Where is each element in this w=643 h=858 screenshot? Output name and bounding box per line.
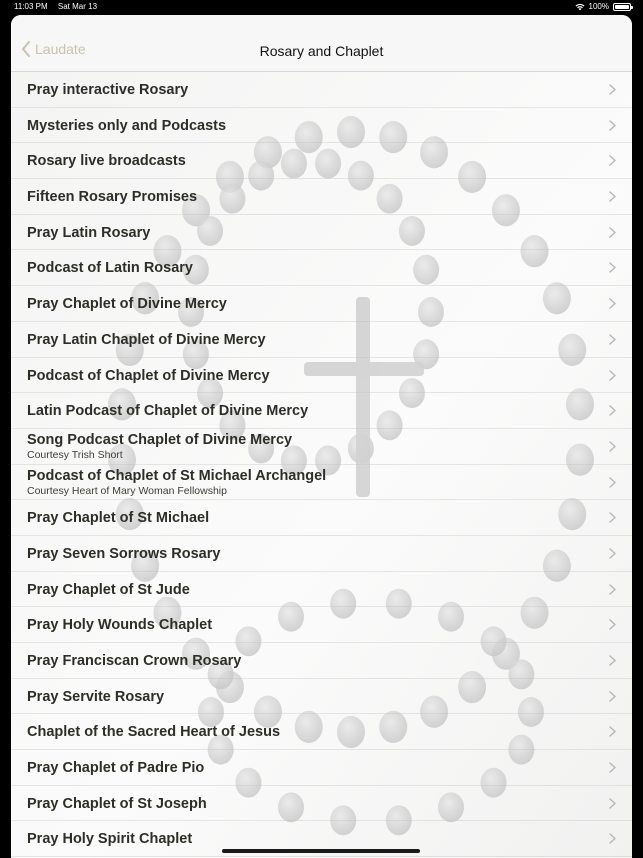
battery-icon bbox=[613, 3, 631, 11]
list-item-title: Pray Latin Chaplet of Divine Mercy bbox=[27, 331, 266, 348]
status-bar bbox=[0, 0, 643, 14]
list-item[interactable] bbox=[11, 714, 632, 750]
list-item-title: Pray Chaplet of St Jude bbox=[27, 581, 190, 598]
chevron-right-icon bbox=[609, 477, 616, 488]
chevron-right-icon bbox=[609, 441, 616, 452]
list-item-title: Latin Podcast of Chaplet of Divine Mercy bbox=[27, 403, 309, 420]
battery-level bbox=[615, 5, 629, 9]
wifi-icon bbox=[575, 3, 585, 11]
list-item-title: Pray Chaplet of St Michael bbox=[27, 510, 210, 527]
list-item-title: Pray Franciscan Crown Rosary bbox=[27, 653, 242, 669]
chevron-right-icon bbox=[609, 227, 616, 238]
chevron-right-icon bbox=[609, 334, 616, 345]
chevron-right-icon bbox=[609, 155, 616, 166]
battery-percent: 100% bbox=[588, 2, 609, 11]
chevron-right-icon bbox=[609, 798, 616, 809]
chevron-right-icon bbox=[609, 512, 616, 523]
menu-list bbox=[11, 72, 632, 857]
list-item[interactable] bbox=[11, 607, 632, 643]
chevron-right-icon bbox=[609, 191, 616, 202]
chevron-right-icon bbox=[609, 84, 616, 95]
status-right bbox=[575, 2, 631, 11]
chevron-right-icon bbox=[609, 298, 616, 309]
list-item[interactable] bbox=[11, 465, 632, 501]
list-item-title: Pray Servite Rosary bbox=[27, 688, 165, 705]
status-left bbox=[14, 2, 105, 11]
list-item-title: Pray Holy Spirit Chaplet bbox=[27, 831, 193, 848]
list-item[interactable] bbox=[11, 143, 632, 179]
list-item-subtitle: Courtesy Trish Short bbox=[27, 448, 123, 461]
list-item[interactable] bbox=[11, 500, 632, 536]
list-item-title: Pray Holy Wounds Chaplet bbox=[27, 617, 213, 634]
list-item-title: Podcast of Chaplet of Divine Mercy bbox=[27, 367, 270, 384]
chevron-right-icon bbox=[609, 548, 616, 559]
list-item-subtitle: Courtesy Heart of Mary Woman Fellowship bbox=[27, 484, 227, 497]
list-item[interactable] bbox=[11, 179, 632, 215]
back-label: Laudate bbox=[35, 41, 86, 57]
chevron-right-icon bbox=[609, 262, 616, 273]
navigation-bar bbox=[11, 15, 632, 72]
list-item[interactable] bbox=[11, 786, 632, 822]
list-item-title: Pray Latin Rosary bbox=[27, 224, 151, 241]
chevron-right-icon bbox=[609, 619, 616, 630]
list-item-title: Pray Chaplet of St Joseph bbox=[27, 795, 207, 812]
app-sheet bbox=[11, 15, 632, 858]
list-item-title: Podcast of Chaplet of St Michael Archangel bbox=[27, 467, 327, 484]
list-item[interactable] bbox=[11, 108, 632, 144]
list-item[interactable] bbox=[11, 215, 632, 251]
list-item-title: Chaplet of the Sacred Heart of Jesus bbox=[27, 724, 281, 741]
list-item[interactable] bbox=[11, 250, 632, 286]
home-indicator[interactable] bbox=[222, 849, 420, 853]
list-item-title: Song Podcast Chaplet of Divine Mercy bbox=[27, 431, 293, 448]
list-item-title: Fifteen Rosary Promises bbox=[27, 189, 198, 206]
chevron-right-icon bbox=[609, 120, 616, 131]
chevron-right-icon bbox=[609, 762, 616, 773]
list-item[interactable] bbox=[11, 643, 632, 679]
chevron-right-icon bbox=[609, 655, 616, 666]
list-item-title: Pray Chaplet of Divine Mercy bbox=[27, 296, 227, 313]
status-time: 11:03 PM bbox=[14, 2, 48, 11]
list-item[interactable] bbox=[11, 286, 632, 322]
list-item[interactable] bbox=[11, 679, 632, 715]
list-item-title: Pray interactive Rosary bbox=[27, 82, 189, 98]
list-item-title: Mysteries only and Podcasts bbox=[27, 117, 227, 134]
list-item[interactable] bbox=[11, 322, 632, 358]
status-date: Sat Mar 13 bbox=[57, 2, 98, 11]
list-item[interactable] bbox=[11, 429, 632, 465]
list-item[interactable] bbox=[11, 358, 632, 394]
list-item[interactable] bbox=[11, 572, 632, 608]
list-item[interactable] bbox=[11, 72, 632, 108]
list-item-title: Podcast of Latin Rosary bbox=[27, 260, 193, 277]
chevron-right-icon bbox=[609, 370, 616, 381]
chevron-right-icon bbox=[609, 405, 616, 416]
list-item[interactable] bbox=[11, 393, 632, 429]
chevron-right-icon bbox=[609, 726, 616, 737]
list-item[interactable] bbox=[11, 750, 632, 786]
list-item-title: Pray Seven Sorrows Rosary bbox=[27, 545, 221, 562]
page-title: Rosary and Chaplet bbox=[259, 43, 384, 59]
chevron-right-icon bbox=[609, 584, 616, 595]
list-item-title: Rosary live broadcasts bbox=[27, 153, 186, 170]
chevron-right-icon bbox=[609, 691, 616, 702]
list-item-title: Pray Chaplet of Padre Pio bbox=[27, 760, 205, 777]
chevron-right-icon bbox=[609, 833, 616, 844]
list-item[interactable] bbox=[11, 536, 632, 572]
